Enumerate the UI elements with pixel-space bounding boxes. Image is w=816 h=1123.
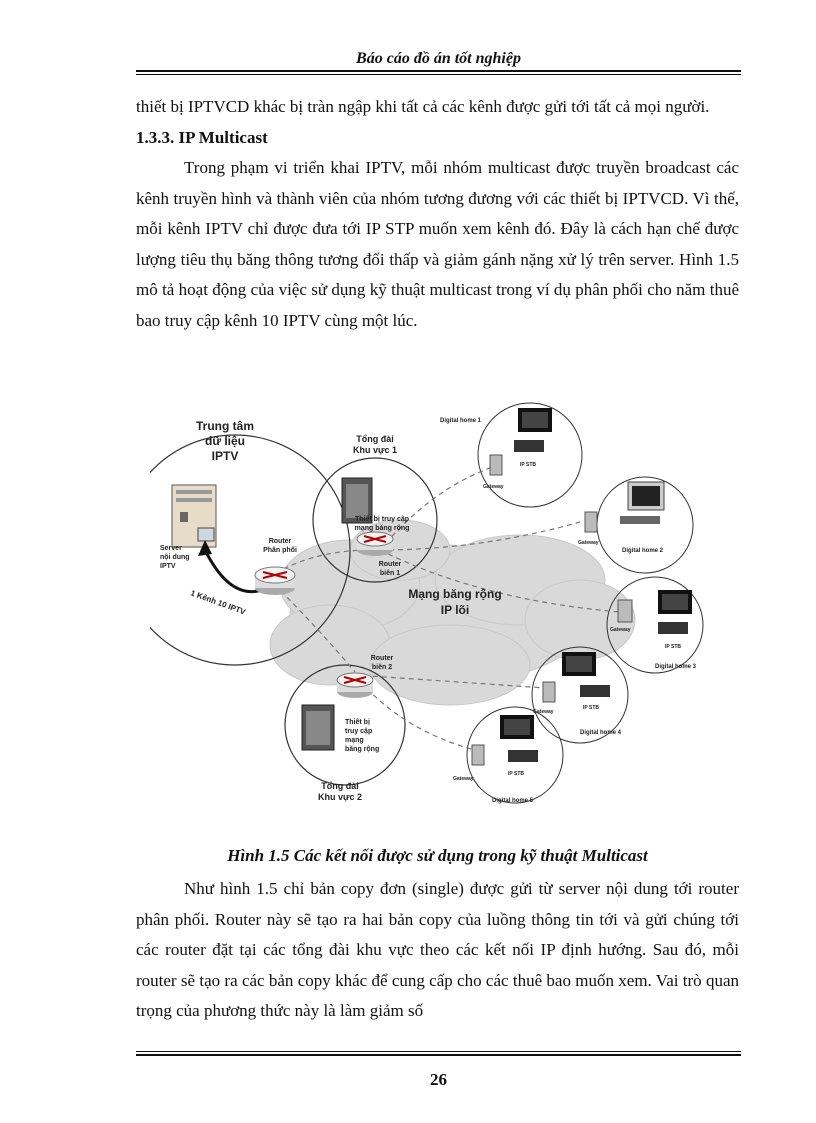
- gateway-label-1: Gateway: [483, 484, 504, 490]
- home4-label: Digital home 4: [580, 730, 622, 736]
- figure-caption: Hình 1.5 Các kết nối được sử dụng trong kỹ thuật Multicast: [227, 846, 648, 865]
- content-server-icon: [172, 485, 216, 547]
- stb-label-5: IP STB: [508, 771, 525, 777]
- gateway-label-2: Gateway: [578, 540, 599, 546]
- router-edge2-label-1: Router: [370, 655, 394, 662]
- footer-rule: [136, 1054, 741, 1056]
- section-heading: 1.3.3. IP Multicast: [136, 127, 268, 147]
- server-label-2: nội dung: [160, 554, 190, 561]
- stb-label-1: IP STB: [520, 462, 537, 468]
- paragraph: Như hình 1.5 chỉ bản copy đơn (single) được gửi từ server nội dung tới router phân phối. Router này sẽ tạo ra hai bản copy của luồng thông tin tới và gửi chúng tới các router đặt tại các tổng đài khu vực theo các kết nối IP định hướng. Sau đó, mỗi router sẽ tạo ra các bản copy khác để cung cấp cho các thuê bao muốn xem. Vai trò quan trọng của phương thức này là làm giảm số: [136, 879, 739, 1020]
- router-dist-label-1: Router: [268, 538, 292, 545]
- stb-label-4: IP STB: [583, 705, 600, 711]
- page-number: 26: [430, 1070, 447, 1089]
- footer-rule-thin: [136, 1051, 741, 1052]
- datacenter-label-3: IPTV: [211, 449, 239, 463]
- page-header: Báo cáo đồ án tốt nghiệp: [356, 50, 521, 67]
- access2-label-3: mạng: [345, 737, 364, 744]
- header-rule: [136, 70, 741, 72]
- router-edge1-label-1: Router: [378, 561, 402, 568]
- home1-label: Digital home 1: [440, 418, 482, 424]
- paragraph: thiết bị IPTVCD khác bị tràn ngập khi tất cả các kênh được gửi tới tất cả mọi người.: [136, 97, 710, 116]
- gateway-label-4: Gateway: [533, 709, 554, 715]
- access2-label-4: băng rộng: [345, 746, 380, 753]
- channel-arrow: [205, 550, 262, 592]
- channel-label: 1 Kênh 10 IPTV: [189, 588, 247, 617]
- access1-label-2: mạng băng rộng: [354, 525, 410, 532]
- paragraph: Trong phạm vi triển khai IPTV, mỗi nhóm multicast được truyền broadcast các kênh truyền hình và thành viên của nhóm tương đương với các thiết bị IPTVCD. Vì thế, mỗi kênh IPTV chỉ được đưa tới IP STP muốn xem kênh đó. Đây là cách hạn chế được lượng tiêu thụ băng thông tương đối thấp và giảm gánh nặng xử lý trên server. Hình 1.5 mô tả hoạt động của việc sử dụng kỹ thuật multicast trong ví dụ phân phối cho năm thuê bao truy cập kênh 10 IPTV cùng một lúc.: [136, 158, 739, 330]
- core-label-1: Mạng băng rộng: [408, 587, 502, 601]
- router-edge1-label-2: biên 1: [379, 570, 401, 577]
- server-label-1: Server: [160, 545, 182, 552]
- body-text-bottom: [136, 874, 739, 1027]
- home2-devices: [585, 482, 664, 532]
- gateway-label-5: Gateway: [453, 776, 474, 782]
- server-label-3: IPTV: [160, 563, 176, 570]
- home5-devices: [472, 715, 538, 765]
- stb-label-3: IP STB: [665, 644, 682, 650]
- router-edge2-label-2: biên 2: [371, 664, 393, 671]
- access1-label-1: Thiết bị truy cập: [354, 516, 410, 523]
- datacenter-label-2: dữ liệu: [204, 434, 246, 448]
- access-device2-icon: [302, 705, 334, 750]
- edge2-router-icon: [337, 673, 373, 698]
- router-dist-label-2: Phân phối: [263, 547, 297, 554]
- access2-label-2: truy cập: [345, 728, 373, 735]
- core-label-2: IP lõi: [440, 603, 470, 617]
- exchange1-label-2: Khu vực 1: [352, 445, 398, 455]
- exchange2-label-1: Tổng đài: [321, 781, 359, 791]
- access2-label-1: Thiết bị: [345, 719, 370, 726]
- edge1-router-icon: [357, 532, 393, 556]
- datacenter-label-1: Trung tâm: [195, 419, 255, 433]
- exchange1-label-1: Tổng đài: [356, 434, 394, 444]
- home3-label: Digital home 3: [655, 664, 697, 670]
- exchange2-label-2: Khu vực 2: [317, 792, 363, 802]
- header-rule-thin: [136, 74, 741, 75]
- multicast-diagram: [150, 400, 730, 818]
- home2-label: Digital home 2: [622, 548, 664, 554]
- gateway-label-3: Gateway: [610, 627, 631, 633]
- distribution-router-icon: [255, 567, 295, 595]
- home5-label: Digital home 5: [492, 798, 534, 804]
- body-text-top: [136, 92, 739, 336]
